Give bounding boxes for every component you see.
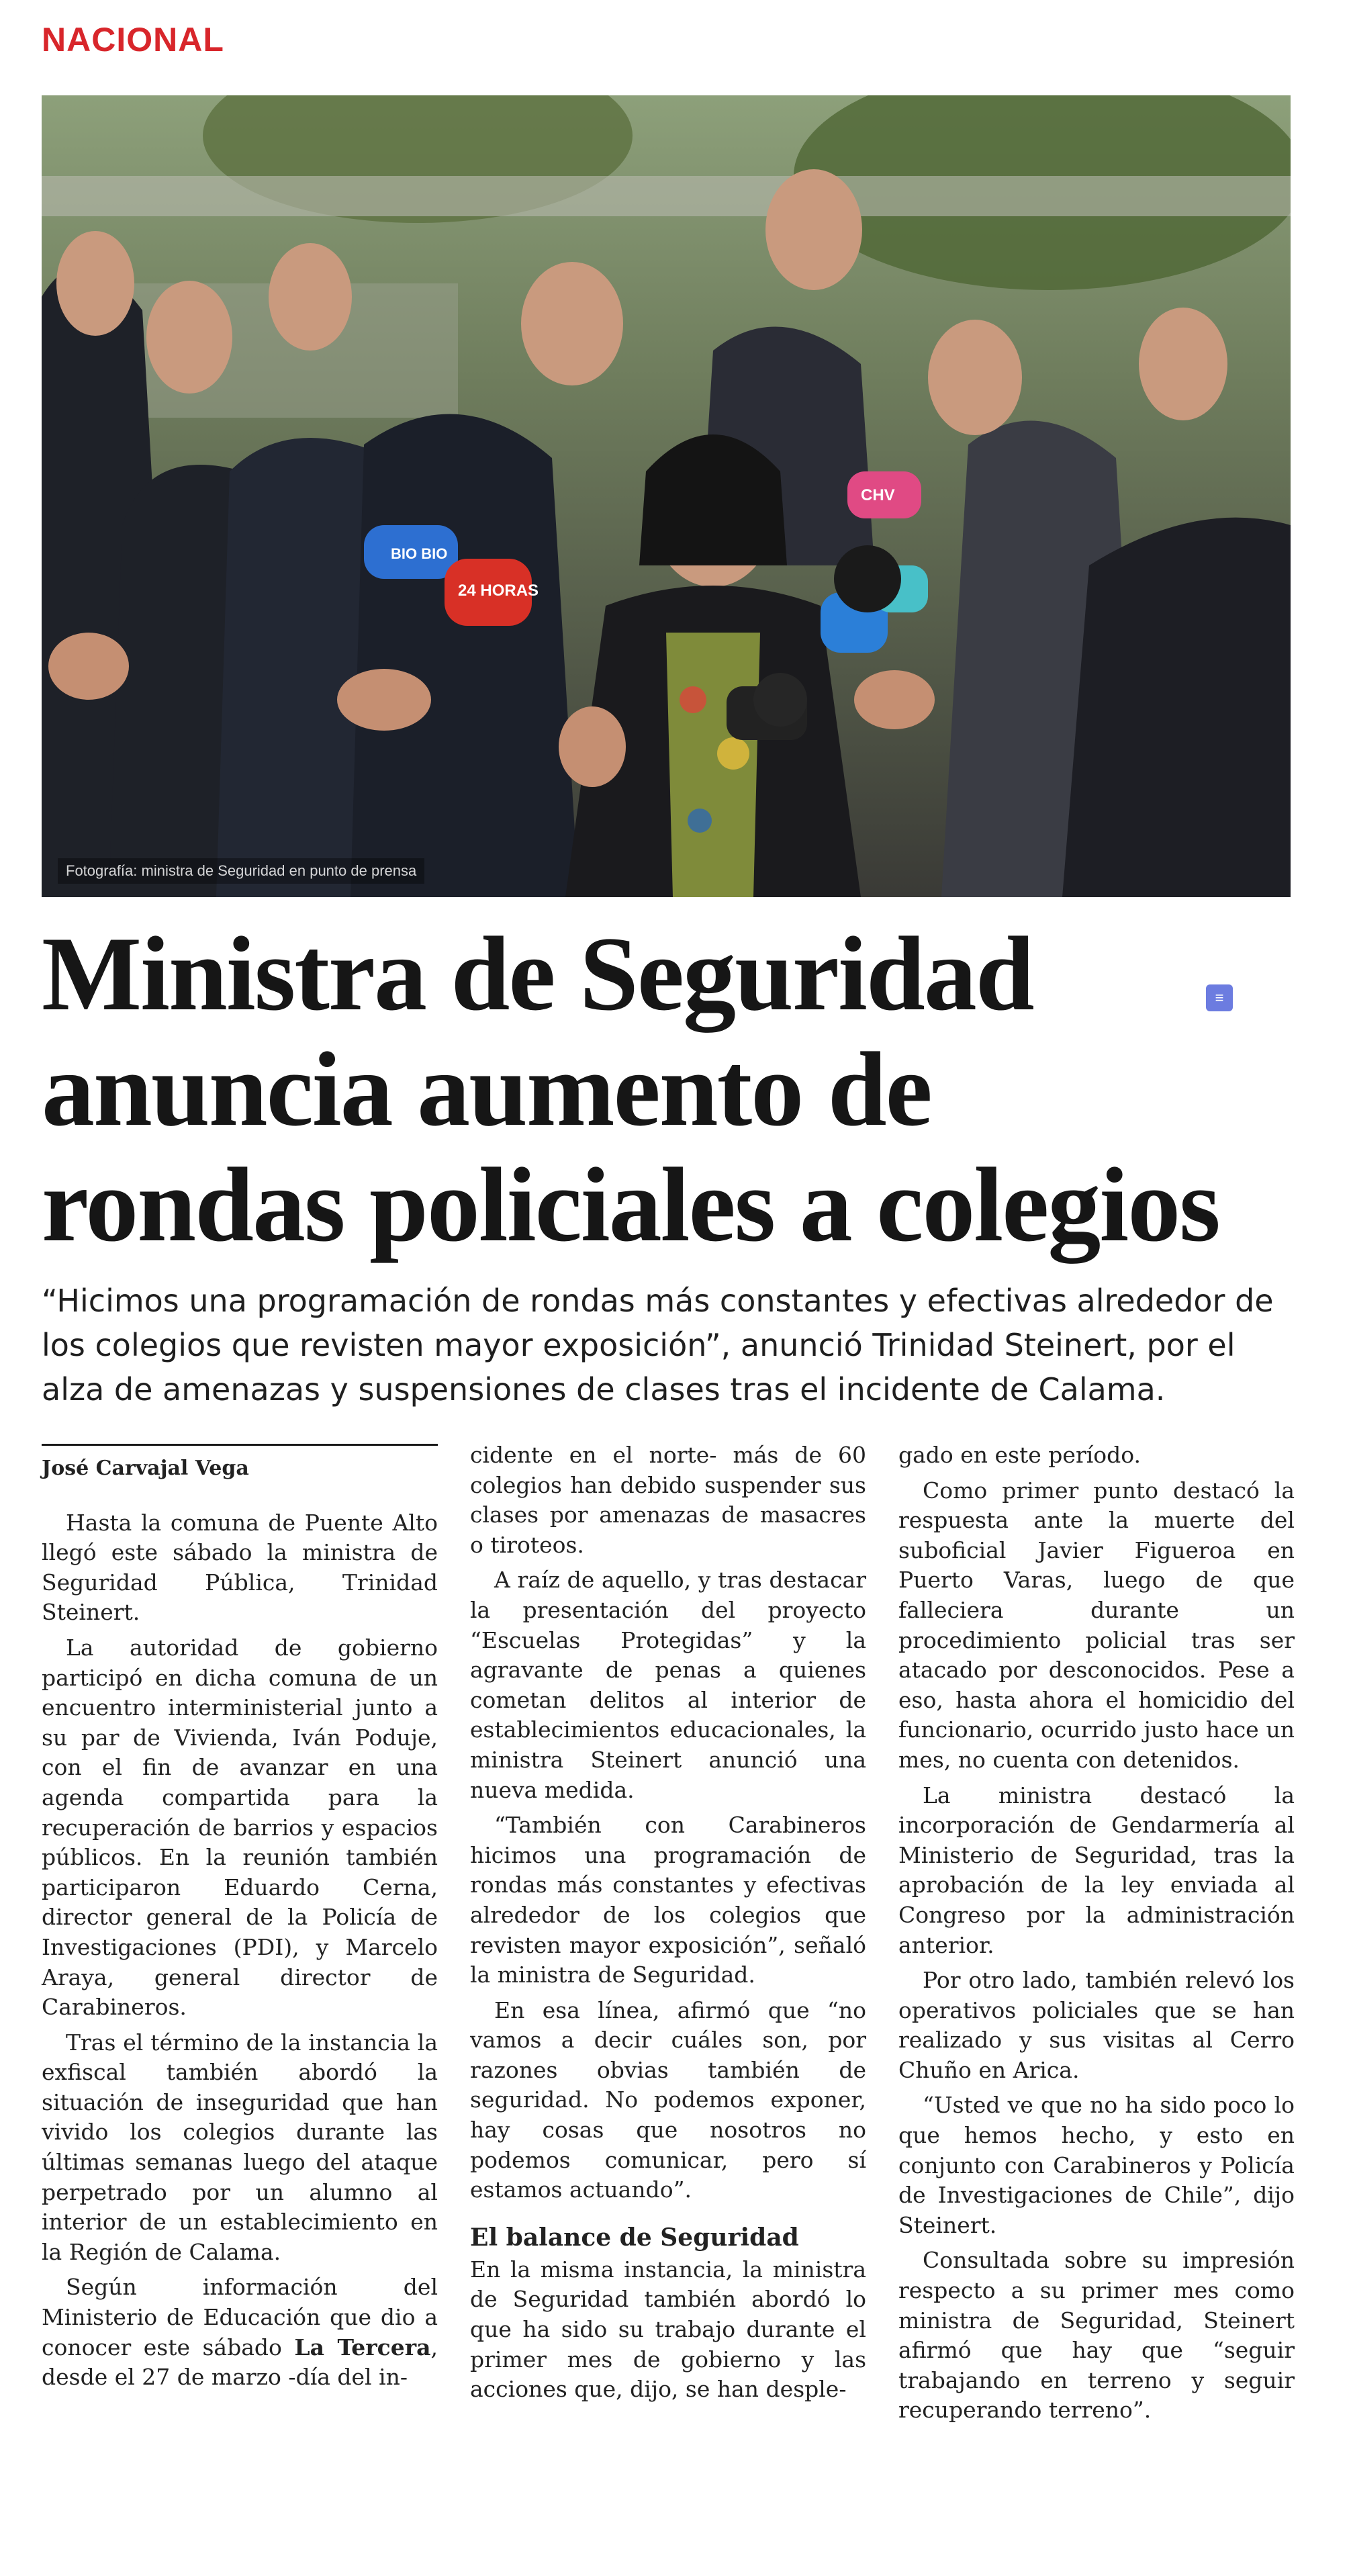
headline-line-1: Ministra de Seguridad [42,915,1033,1033]
paragraph: Hasta la comuna de Puente Alto llegó este sábado la ministra de Seguridad Pública, Trinidad Steinert. [42,1509,438,1626]
photo-description: Fotografía: ministra de Seguridad en punto de prensa [58,858,424,884]
paragraph: cidente en el norte- más de 60 colegios han debido suspender sus clases por amenazas de masacres o tiroteos. [470,1442,866,1558]
column-3 [898,1440,1295,2431]
paragraph: Como primer punto destacó la respuesta ante la muerte del suboficial Javier Figueroa en Puerto Varas, luego de que falleciera durante un procedimiento policial tras ser atacado por desconocidos. Pese a eso, hasta ahora el homicidio del funcionario, ocurrido justo hace un mes, no cuenta con detenidos. [898,1477,1295,1773]
paragraph: La autoridad de gobierno participó en dicha comuna de un encuentro interministerial junto a su par de Vivienda, Iván Poduje, con el fin de avanzar en una agenda compartida para la recuperación de barrios y espacios públicos. En la reunión también participaron Eduardo Cerna, director general de la Policía de Investigaciones (PDI), y Marcelo Araya, general director de Carabineros. [42,1634,438,2021]
mic-label-chv: CHV [861,486,895,504]
mic-label-24horas: 24 HORAS [458,582,539,600]
headline-line-3: rondas policiales a colegios [42,1146,1219,1264]
paragraph: En la misma instancia, la ministra de Seguridad también abordó lo que ha sido su trabajo durante el primer mes de gobierno y las acciones que, dijo, se han desple- [470,2256,866,2403]
newspaper-name: La Tercera [294,2334,431,2360]
paragraph: Por otro lado, también relevó los operativos policiales que se han realizado y sus visitas al Cerro Chuño en Arica. [898,1967,1295,2083]
paragraph: gado en este período. [898,1442,1142,1468]
column-2 [470,1440,866,2410]
paragraph: La ministra destacó la incorporación de Gendarmería al Ministerio de Seguridad, tras la aprobación de la ley enviada al Congreso por la administración anterior. [898,1782,1295,1958]
subheading: El balance de Seguridad [470,2223,799,2252]
column-1 [42,1444,438,2398]
paragraph: Consultada sobre su impresión respecto a su primer mes como ministra de Seguridad, Steinert afirmó que hay que “seguir trabajando en terreno y seguir recuperando terreno”. [898,2247,1295,2424]
paragraph: En esa línea, afirmó que “no vamos a decir cuáles son, por razones obvias también de seguridad. No podemos exponer, hay cosas que nosotros no podemos comunicar, pero sí estamos actuando”. [470,1996,866,2203]
article-lead [42,1279,1304,1412]
mic-label-biobio: BIO BIO [391,545,448,562]
paragraph: “También con Carabineros hicimos una programación de rondas más constantes y efectivas alrededor de los colegios que revisten mayor exposición”, señaló la ministra de Seguridad. [470,1812,866,1988]
news-photo [42,95,1291,897]
byline: José Carvajal Vega [42,1444,438,1491]
paragraph-text: Según información del Ministerio de Educación que dio a conocer este sábado [42,2274,438,2360]
lead-line-3: alza de amenazas y suspensiones de clases tras el incidente de Calama. [42,1371,1166,1408]
section-label: NACIONAL [42,21,224,58]
note-icon[interactable]: ≡ [1206,984,1233,1011]
paragraph-text: , desde el 27 de marzo -día del in- [42,2334,438,2391]
lead-line-2: los colegios que revisten mayor exposición”, anunció Trinidad Steinert, por el [42,1327,1236,1363]
paragraph: “Usted ve que no ha sido poco lo que hemos hecho, y esto en conjunto con Carabineros y Policía de Investigaciones de Chile”, dijo Steinert. [898,2092,1295,2238]
paragraph [42,2272,438,2392]
paragraph: Tras el término de la instancia la exfiscal también abordó la situación de inseguridad que han vivido los colegios durante las últimas semanas luego del ataque perpetrado por un alumno al interior de un establecimiento en la Región de Calama. [42,2029,438,2265]
paragraph: A raíz de aquello, y tras destacar la presentación del proyecto “Escuelas Protegidas” y la agravante de penas a quienes cometan delitos al interior de establecimientos educacionales, la ministra Steinert anunció una nueva medida. [470,1567,866,1803]
headline-line-2: anuncia aumento de [42,1031,931,1148]
lead-line-1: “Hicimos una programación de rondas más constantes y efectivas alrededor de [42,1283,1274,1319]
article-headline [42,917,1338,1263]
